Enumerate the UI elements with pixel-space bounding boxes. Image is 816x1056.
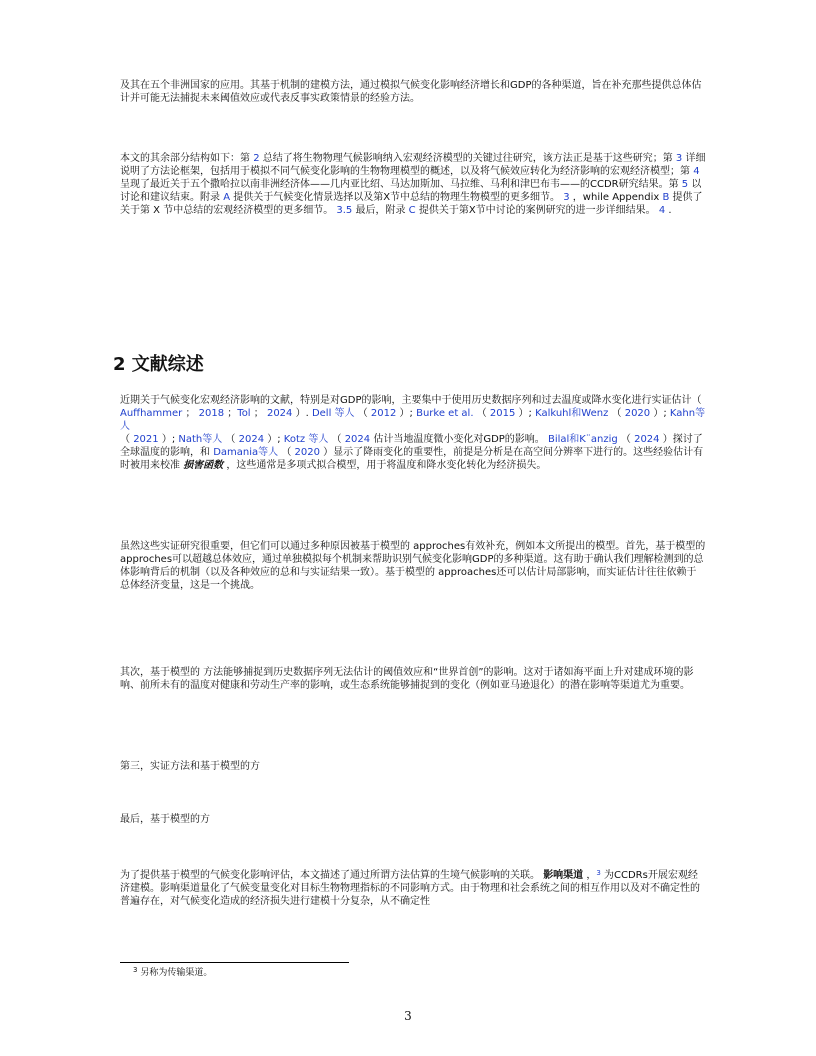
cite-year[interactable]: 2024 <box>266 408 293 419</box>
cite-year[interactable]: 2020 <box>624 408 651 419</box>
intro-paragraph-continued: 及其在五个非洲国家的应用。其基于机制的建模方法，通过模拟气候变化影响经济增长和GDP的各种渠道，旨在补充那些提供总体估计并可能无法捕捉未来阈值效应或代表反事实政策情景的经验方法。 <box>120 80 702 104</box>
final-point-paragraph: 最后，基于模型的方 <box>120 814 210 825</box>
footnote <box>133 964 212 979</box>
cite-kotz[interactable]: Kotz 等人 <box>283 434 329 445</box>
cite-auffhammer[interactable]: Auffhammer <box>120 408 183 419</box>
section-ref-4[interactable]: 4 <box>693 166 700 177</box>
cite-tol[interactable]: Tol <box>237 408 251 419</box>
footnote-text: 另称为传输渠道。 <box>140 968 213 978</box>
cite-year[interactable]: 2024 <box>238 434 265 445</box>
footnote-number: 3 <box>133 966 138 974</box>
third-point-paragraph: 第三，实证方法和基于模型的方 <box>120 761 260 772</box>
cite-kahn[interactable]: Kahn等人 <box>120 408 706 432</box>
damage-function-term: 损害函数 <box>183 460 224 471</box>
cite-burke[interactable]: Burke et al. <box>416 408 474 419</box>
appendix-ref-a[interactable]: A <box>223 192 231 203</box>
impact-channel-paragraph: 为了提供基于模型的气候变化影响评估，本文描述了通过所谓方法估算的生境气候影响的关联。 影响渠道 ，$^3$ 为CCDRs开展宏观经济建模。影响渠道量化了气候变量变化对目标生物物理指标的不同影响方式。由于物理和社会系统之间的相互作用以及对不确定性的普遍存在，对气候变化造成的经济损失进行建模十分复杂，从不确定性 <box>120 869 700 907</box>
cite-year[interactable]: 2021 <box>133 434 159 445</box>
cite-year[interactable]: 2015 <box>489 408 516 419</box>
cite-year[interactable]: 2012 <box>370 408 397 419</box>
cite-damania[interactable]: Damania等人 <box>213 447 279 458</box>
section-ref-3-5[interactable]: 3.5 <box>336 205 353 216</box>
section-ref-5[interactable]: 5 <box>681 179 689 190</box>
cite-kalkuhl-wenz[interactable]: Kalkuhl和Wenz <box>535 408 609 419</box>
footnote-marker[interactable]: 3 <box>596 869 601 877</box>
page-number: 3 <box>404 1009 412 1023</box>
appendix-ref-b[interactable]: B <box>662 192 670 203</box>
footnote-divider <box>120 962 349 963</box>
cite-year[interactable]: 2018 <box>198 408 225 419</box>
threshold-paragraph: 其次，基于模型的 方法能够捕捉到历史数据序列无法估计的阈值效应和“世界首创”的影响。这对于诸如海平面上升对建成环境的影响、前所未有的温度对健康和劳动生产率的影响，或生态系统能够捕捉到的变化（例如亚马逊退化）的潜在影响等渠道尤为重要。 <box>120 667 694 691</box>
model-based-paragraph: 虽然这些实证研究很重要，但它们可以通过多种原因被基于模型的 approches有效补充，例如本文所提出的模型。首先，基于模型的 approches可以超越总体效应，通过单独模拟每个机制来帮助识别气候变化影响GDP的多种渠道。这有助于确认我们理解检测到的总体影响背后的机制（以及各种效应的总和与实证结果一致）。基于模型的 approaches还可以估计局部影响，而实证估计往往依赖于总体经济变量，这是一个挑战。 <box>120 541 706 591</box>
section-ref-2[interactable]: 2 <box>253 153 260 164</box>
cite-dell[interactable]: Dell 等人 <box>311 408 355 419</box>
cite-year[interactable]: 2024 <box>344 434 371 445</box>
section-ref-3[interactable]: 3 <box>675 153 683 164</box>
impact-channel-term: 影响渠道 <box>543 870 584 881</box>
cite-year[interactable]: 2024 <box>634 434 660 445</box>
section-heading: 2 文献综述 <box>113 354 204 375</box>
structure-paragraph: 本文的其余部分结构如下：第 2 总结了将生物物理气候影响纳入宏观经济模型的关键过往研究，该方法正是基于这些研究；第 3 详细说明了方法论框架，包括用于模拟不同气候变化影响的生物物理模型的概述，以及将气候效应转化为经济影响的宏观经济模型；第 4 呈现了最近关于五个撒哈拉以南非洲经济体——几内亚比绍、马达加斯加、马拉维、马利和津巴布韦——的CCDR研究结果。第 5 以讨论和建议结束。附录 A 提供关于气候变化情景选择以及第X节中总结的物理生物模型的更多细节。 3 ，while Appendix B 提供了关于第 X 节中总结的宏观经济模型的更多细节。 3.5 最后，附录 C 提供关于第X节中讨论的案例研究的进一步详细结果。 4 . <box>120 153 706 216</box>
cite-year[interactable]: 2020 <box>294 447 320 458</box>
cite-bilal-kanzig[interactable]: Bilal和K¨anzig <box>547 434 618 445</box>
literature-paragraph: 近期关于气候变化宏观经济影响的文献，特别是对GDP的影响，主要集中于使用历史数据序列和过去温度或降水变化进行实证估计（ Auffhammer ； 2018 ；Tol ； 2024 ）. Dell 等人 （ 2012 ）; Burke et al. （ 2015 ）; Kalkuhl和Wenz （ 2020 ）; Kahn等人 （ 2021 ）; Nath等人 （ 2024 ）; Kotz 等人 （ 2024 估计当地温度微小变化对GDP的影响。 Bilal和K¨anzig （ 2024 ）探讨了全球温度的影响，和 Damania等人 （ 2020 ）显示了降雨变化的重要性，前提是分析是在高空间分辨率下进行的。这些经验估计有时被用来校准 损害函数 ，这些通常是多项式拟合模型，用于将温度和降水变化转化为经济损失。 <box>120 395 706 471</box>
section-ref-4b[interactable]: 4 <box>658 205 666 216</box>
section-ref-3b[interactable]: 3 <box>563 192 570 203</box>
appendix-ref-c[interactable]: C <box>408 205 416 216</box>
cite-nath[interactable]: Nath等人 <box>178 434 223 445</box>
